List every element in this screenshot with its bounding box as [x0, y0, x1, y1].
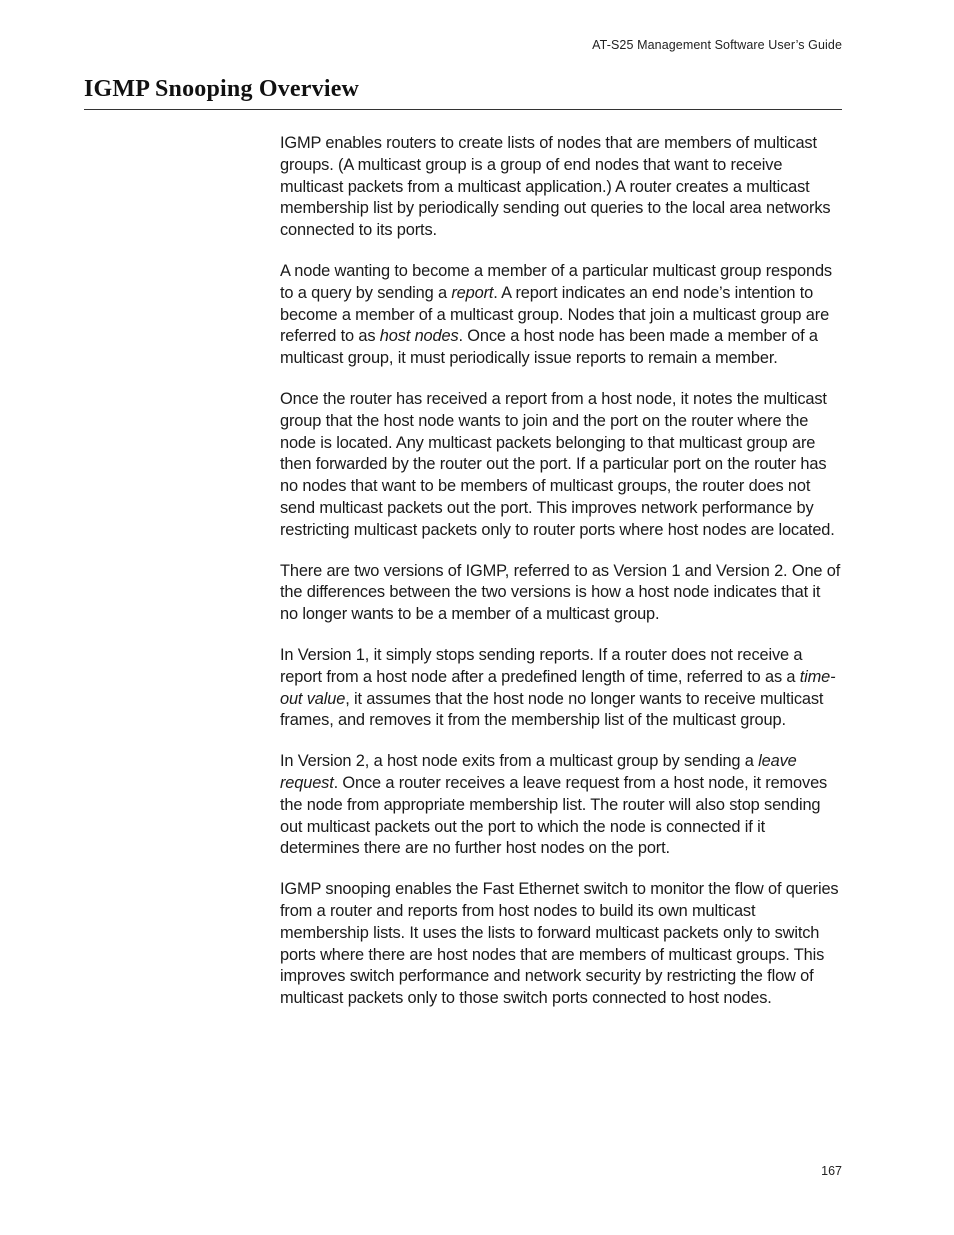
- paragraph-text: In Version 2, a host node exits from a multicast group by sending a: [280, 752, 759, 771]
- section-title: IGMP Snooping Overview: [84, 76, 360, 102]
- paragraph-text: A node wanting to become a member of a particular multicast group responds to a query by sending a: [280, 261, 832, 302]
- paragraph-text: . A report indicates an end node’s intention to become a member of a multicast group. Nodes that join a multicast group are referred to as: [280, 283, 830, 346]
- paragraph-router-forwarding: Once the router has received a report from a host node, it notes the multicast group that the host node wants to join and the port on the router where the node is located. Any multicast packets belonging to that multicast group are then forwarded by the router out the port. If a particular port on the router has no nodes that want to be members of multicast groups, the router does not send multicast packets out the port. This improves network performance by restricting multicast packets only to router ports where host nodes are located.: [280, 389, 835, 539]
- paragraph-text: . Once a host node has been made a member of a multicast group, it must periodically issue reports to remain a member.: [280, 327, 818, 368]
- paragraph-igmp-intro: IGMP enables routers to create lists of nodes that are members of multicast groups. (A multicast group is a group of end nodes that want to receive multicast packets from a multicast application.) A router creates a multicast membership list by periodically sending out queries to the local area networks connected to its ports.: [280, 134, 831, 240]
- term-leave-request: leave request: [280, 752, 797, 792]
- paragraph-text: In Version 1, it simply stops sending reports. If a router does not receive a report from a host node after a predefined length of time, referred to as a: [280, 645, 803, 686]
- page-number: 167: [821, 1164, 842, 1178]
- term-report: report: [451, 283, 494, 302]
- paragraph-version-1: [280, 645, 842, 732]
- term-time-out-value: time-out value: [280, 667, 836, 708]
- paragraph-text: , it assumes that the host node no longer wants to receive multicast frames, and removes it from the membership list of the multicast group.: [280, 689, 824, 730]
- paragraph-igmp-snooping: IGMP snooping enables the Fast Ethernet switch to monitor the flow of queries from a router and reports from host nodes to build its own multicast membership lists. It uses the lists to forward multicast packets only to switch ports where there are host nodes that are members of multicast groups. This improves switch performance and network security by restricting the flow of multicast packets only to those switch ports connected to host nodes.: [280, 880, 839, 1008]
- paragraph-text: . Once a router receives a leave request from a host node, it removes the node from appropriate membership list. The router will also stop sending out multicast packets out the port to which the node is connected if it determines there are no further host nodes on the port.: [280, 773, 828, 858]
- paragraph-host-nodes: [280, 261, 842, 370]
- paragraph-igmp-versions: There are two versions of IGMP, referred to as Version 1 and Version 2. One of the differences between the two versions is how a host node indicates that it no longer wants to be a member of a multicast group.: [280, 561, 841, 624]
- term-host-nodes: host nodes: [379, 327, 459, 346]
- body-text: [280, 133, 842, 1029]
- title-rule: [84, 109, 842, 110]
- running-header: AT-S25 Management Software User’s Guide: [592, 38, 842, 52]
- paragraph-version-2: [280, 751, 842, 860]
